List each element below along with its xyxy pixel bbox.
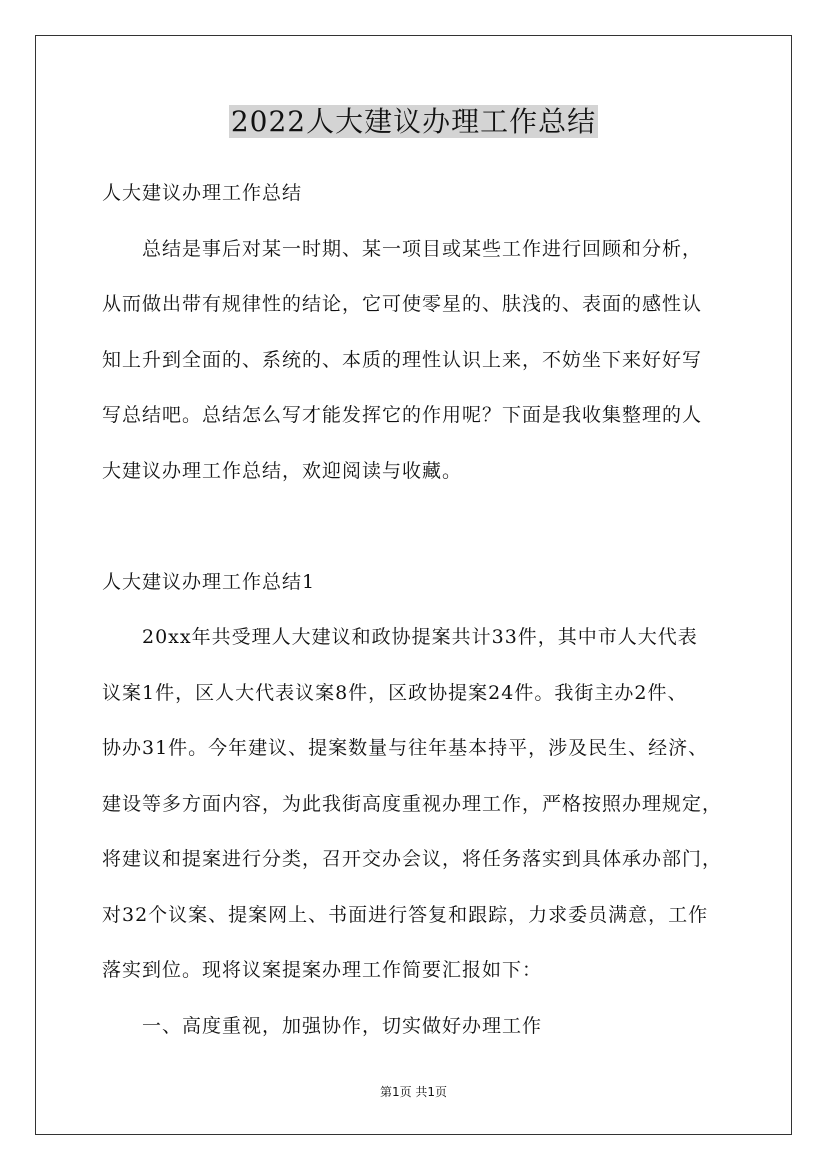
- paragraph-line: 协办31件。今年建议、提案数量与往年基本持平，涉及民生、经济、: [102, 737, 709, 759]
- document-body: [102, 166, 732, 1054]
- blank-line: [102, 499, 732, 555]
- paragraph-line: 从而做出带有规律性的结论，它可使零星的、肤浅的、表面的感性认: [102, 293, 703, 315]
- paragraph-line: 议案1件，区人大代表议案8件，区政协提案24件。我街主办2件、: [102, 681, 688, 704]
- paragraph-line: 将建议和提案进行分类，召开交办会议，将任务落实到具体承办部门，: [102, 848, 723, 870]
- paragraph-line: 写总结吧。总结怎么写才能发挥它的作用呢？下面是我收集整理的人: [102, 404, 703, 426]
- paragraph-line: 建设等多方面内容，为此我街高度重视办理工作，严格按照办理规定，: [102, 792, 723, 815]
- title-text: 2022人大建议办理工作总结: [230, 105, 597, 138]
- paragraph-line: 总结是事后对某一时期、某一项目或某些工作进行回顾和分析，: [142, 237, 703, 260]
- paragraph-line: 大建议办理工作总结，欢迎阅读与收藏。: [102, 459, 463, 482]
- paragraph-line: 落实到位。现将议案提案办理工作简要汇报如下：: [102, 959, 543, 981]
- paragraph-line: 对32个议案、提案网上、书面进行答复和跟踪，力求委员满意，工作: [102, 903, 709, 926]
- page-footer: 第1页 共1页: [379, 1085, 448, 1099]
- subsection-heading: 一、高度重视，加强协作，切实做好办理工作: [142, 1014, 543, 1037]
- paragraph-line: 20xx年共受理人大建议和政协提案共计33件，其中市人大代表: [142, 626, 698, 648]
- paragraph-line: 知上升到全面的、系统的、本质的理性认识上来，不妨坐下来好好写: [102, 348, 703, 371]
- section-heading: 人大建议办理工作总结1: [102, 570, 316, 593]
- document-title: [0, 100, 827, 144]
- section-heading: 人大建议办理工作总结: [102, 182, 303, 204]
